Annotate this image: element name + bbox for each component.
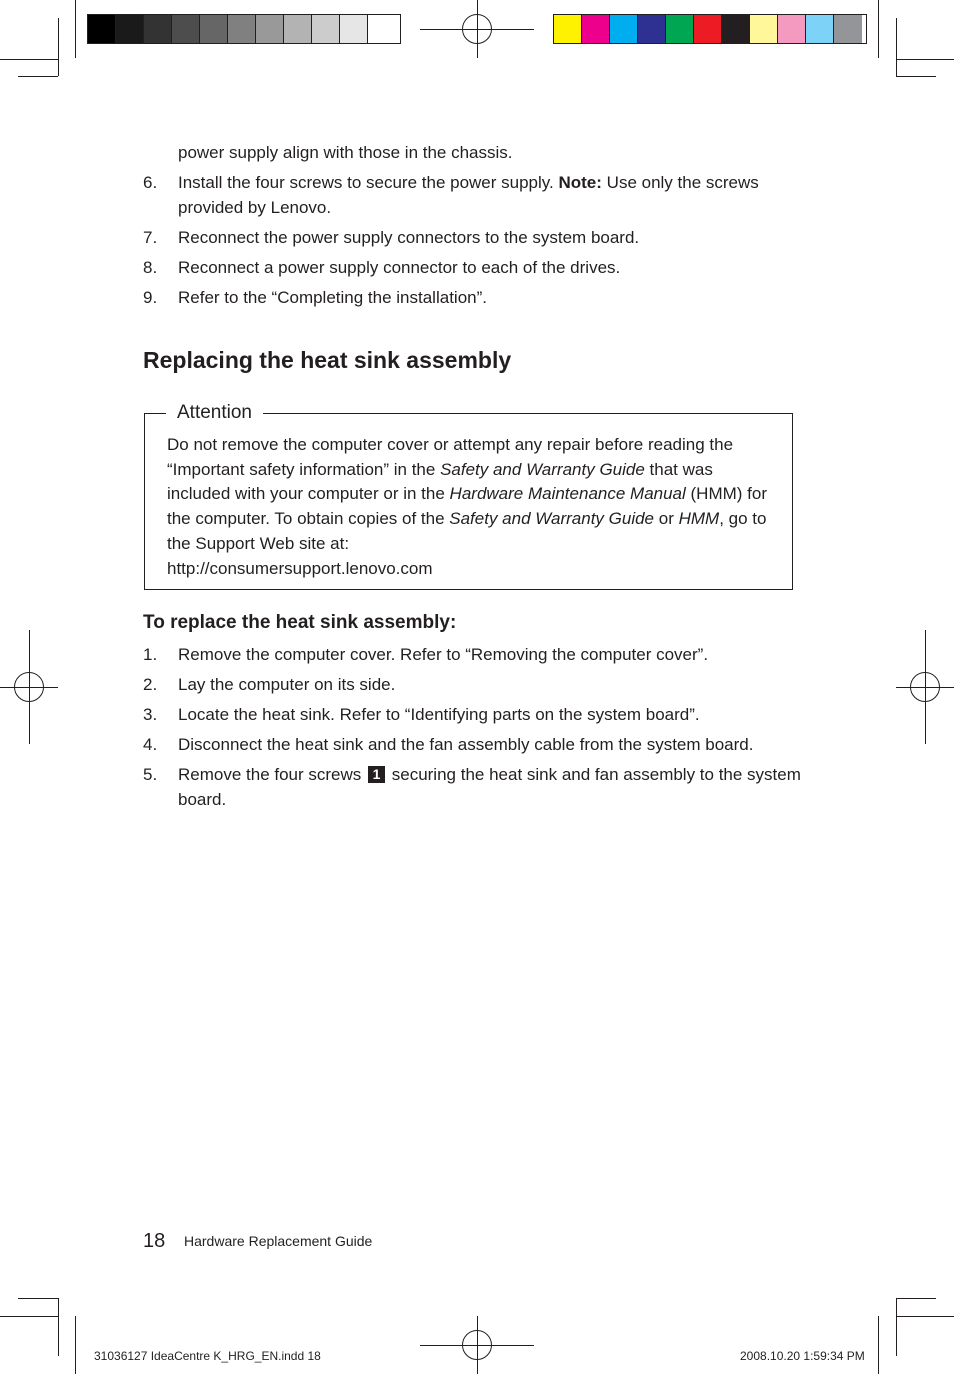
color-swatch [638, 15, 666, 43]
color-swatch [778, 15, 806, 43]
continuation-text: power supply align with those in the chassis. [178, 143, 513, 162]
list-item [143, 762, 803, 812]
color-swatch [582, 15, 610, 43]
list-item [143, 255, 803, 280]
procedure-title: To replace the heat sink assembly: [143, 612, 457, 633]
step-text: Reconnect a power supply connector to each of the drives. [178, 258, 621, 277]
color-swatch [88, 15, 116, 43]
color-swatch [144, 15, 172, 43]
color-swatch [666, 15, 694, 43]
page-number: 18 [143, 1230, 166, 1252]
step-number: 7. [143, 228, 158, 247]
list-item [143, 642, 803, 667]
step-number: 3. [143, 705, 158, 724]
step-text: Install the four screws to secure the power supply. Note: Use only the screws provided by Lenovo. [178, 173, 759, 217]
step-text: Reconnect the power supply connectors to the system board. [178, 228, 640, 247]
list-item [143, 225, 803, 250]
color-swatch [610, 15, 638, 43]
color-swatch [694, 15, 722, 43]
step-text: Remove the four screws 1 securing the heat sink and fan assembly to the system board. [178, 765, 801, 809]
color-swatch [834, 15, 862, 43]
step-text: Remove the computer cover. Refer to “Removing the computer cover”. [178, 645, 709, 664]
step-number: 2. [143, 675, 158, 694]
grayscale-bar [87, 14, 401, 44]
step-text: Refer to the “Completing the installation”. [178, 288, 487, 307]
list-item [143, 702, 803, 727]
color-swatch [750, 15, 778, 43]
color-swatch [228, 15, 256, 43]
footer-title: Hardware Replacement Guide [184, 1233, 373, 1249]
color-swatch [722, 15, 750, 43]
list-item [143, 732, 803, 757]
support-url: http://consumersupport.lenovo.com [167, 558, 433, 578]
step-number: 4. [143, 735, 158, 754]
step-text: Disconnect the heat sink and the fan assembly cable from the system board. [178, 735, 754, 754]
callout-badge: 1 [368, 766, 385, 783]
color-swatch [312, 15, 340, 43]
list-item [143, 170, 803, 220]
steps-top-list [143, 140, 803, 315]
color-swatch [116, 15, 144, 43]
step-number: 8. [143, 258, 158, 277]
color-swatch [368, 15, 396, 43]
attention-text: Do not remove the computer cover or attempt any repair before reading the “Important safety information” in the Safety and Warranty Guide that was included with your computer or in the Hardware Maintenance Manual (HMM) for the computer. To obtain copies of the Safety and Warranty Guide or HMM, go to the Support Web site at: http://consumersupport.lenovo.com [167, 435, 768, 578]
color-swatch [200, 15, 228, 43]
list-item [143, 285, 803, 310]
color-swatch [340, 15, 368, 43]
step-text: Lay the computer on its side. [178, 675, 396, 694]
note-label: Note: [558, 173, 602, 192]
attention-label: Attention [166, 400, 263, 426]
step-text: Locate the heat sink. Refer to “Identifying parts on the system board”. [178, 705, 700, 724]
step-number: 1. [143, 645, 158, 664]
step-number: 9. [143, 288, 158, 307]
color-swatch [554, 15, 582, 43]
section-title: Replacing the heat sink assembly [143, 347, 512, 373]
color-swatch [256, 15, 284, 43]
step-number: 5. [143, 765, 158, 784]
list-item [143, 672, 803, 697]
slug-filename: 31036127 IdeaCentre K_HRG_EN.indd 18 [94, 1349, 321, 1363]
steps-bottom-list [143, 642, 803, 817]
color-swatch [284, 15, 312, 43]
step-number: 6. [143, 173, 158, 192]
color-swatch [806, 15, 834, 43]
list-item [143, 140, 803, 165]
color-swatch [172, 15, 200, 43]
slug-timestamp: 2008.10.20 1:59:34 PM [740, 1349, 865, 1363]
color-bar [553, 14, 867, 44]
